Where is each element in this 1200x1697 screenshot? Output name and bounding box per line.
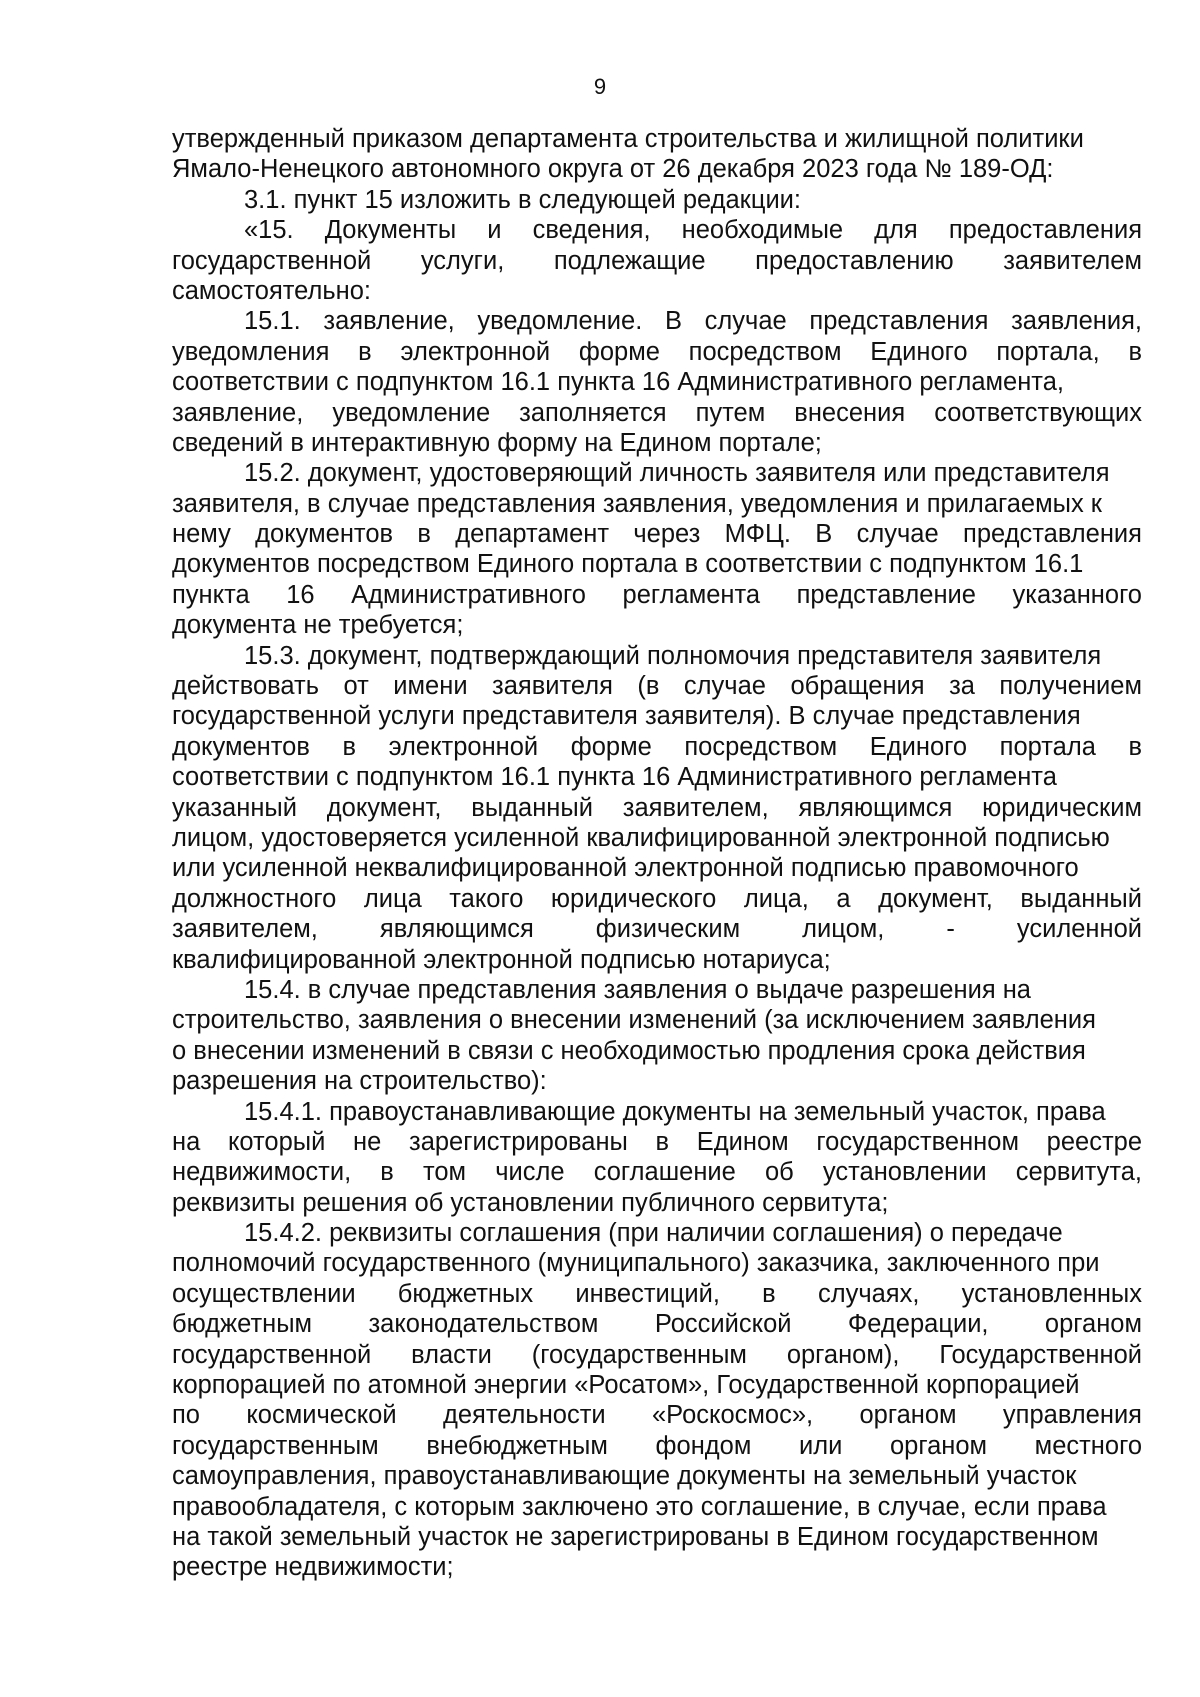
text-line: заявителя, в случае представления заявления, уведомления и прилагаемых к: [172, 489, 1102, 518]
text-line: самоуправления, правоустанавливающие документы на земельный участок: [172, 1462, 1077, 1491]
text-line: государственной власти (государственным органом), Государственной: [172, 1340, 1142, 1369]
page-number: 9: [593, 74, 607, 99]
text-line: бюджетным законодательством Российской Федерации, органом: [172, 1310, 1142, 1339]
text-line: реестре недвижимости;: [172, 1553, 454, 1582]
text-line: на который не зарегистрированы в Едином государственном реестре: [172, 1127, 1142, 1156]
text-line: сведений в интерактивную форму на Едином портале;: [172, 428, 822, 457]
text-line: полномочий государственного (муниципального) заказчика, заключенного при: [172, 1249, 1100, 1278]
text-line: государственной услуги представителя заявителя). В случае представления: [172, 702, 1081, 731]
text-line: документа не требуется;: [172, 611, 464, 640]
text-line: заявителем, являющимся физическим лицом, - усиленной: [172, 915, 1142, 944]
text-line: документов в электронной форме посредством Единого портала в: [172, 732, 1142, 761]
text-line: «15. Документы и сведения, необходимые для предоставления: [244, 216, 1142, 245]
text-line: 15.4.1. правоустанавливающие документы на земельный участок, права: [244, 1097, 1106, 1126]
text-line: недвижимости, в том числе соглашение об установлении сервитута,: [172, 1158, 1142, 1187]
text-line: осуществлении бюджетных инвестиций, в случаях, установленных: [172, 1279, 1142, 1308]
document-body: [172, 124, 1142, 1583]
text-line: соответствии с подпунктом 16.1 пункта 16 Административного регламента,: [172, 368, 1064, 397]
text-line: нему документов в департамент через МФЦ. В случае представления: [172, 520, 1142, 549]
text-line: о внесении изменений в связи с необходимостью продления срока действия: [172, 1036, 1086, 1065]
text-line: соответствии с подпунктом 16.1 пункта 16 Административного регламента: [172, 763, 1057, 792]
text-line: действовать от имени заявителя (в случае обращения за получением: [172, 672, 1142, 701]
text-line: самостоятельно:: [172, 276, 372, 305]
text-line: 3.1. пункт 15 изложить в следующей редакции:: [244, 185, 802, 214]
text-line: должностного лица такого юридического лица, а документ, выданный: [172, 884, 1142, 913]
text-line: на такой земельный участок не зарегистрированы в Едином государственном: [172, 1522, 1099, 1551]
text-line: пункта 16 Административного регламента представление указанного: [172, 580, 1142, 609]
text-line: квалифицированной электронной подписью нотариуса;: [172, 945, 831, 974]
text-line: государственным внебюджетным фондом или органом местного: [172, 1431, 1142, 1460]
text-line: реквизиты решения об установлении публичного сервитута;: [172, 1188, 889, 1217]
text-line: заявление, уведомление заполняется путем внесения соответствующих: [172, 398, 1142, 427]
text-line: 15.4.2. реквизиты соглашения (при наличии соглашения) о передаче: [244, 1219, 1063, 1248]
text-line: строительство, заявления о внесении изменений (за исключением заявления: [172, 1006, 1096, 1035]
text-line: государственной услуги, подлежащие предоставлению заявителем: [172, 246, 1142, 275]
text-line: или усиленной неквалифицированной электронной подписью правомочного: [172, 854, 1079, 883]
text-line: 15.4. в случае представления заявления о выдаче разрешения на: [244, 975, 1031, 1004]
text-line: по космической деятельности «Роскосмос», органом управления: [172, 1401, 1142, 1430]
text-line: разрешения на строительство):: [172, 1067, 547, 1096]
text-line: 15.2. документ, удостоверяющий личность заявителя или представителя: [244, 459, 1110, 488]
text-line: 15.3. документ, подтверждающий полномочия представителя заявителя: [244, 641, 1102, 670]
text-line: документов посредством Единого портала в соответствии с подпунктом 16.1: [172, 550, 1084, 579]
text-line: уведомления в электронной форме посредством Единого портала, в: [172, 337, 1142, 366]
text-line: 15.1. заявление, уведомление. В случае представления заявления,: [244, 307, 1142, 336]
text-line: утвержденный приказом департамента строительства и жилищной политики: [172, 125, 1084, 153]
text-line: указанный документ, выданный заявителем, являющимся юридическим: [172, 793, 1142, 822]
text-line: лицом, удостоверяется усиленной квалифицированной электронной подписью: [172, 823, 1110, 852]
text-line: корпорацией по атомной энергии «Росатом», Государственной корпорацией: [172, 1371, 1080, 1400]
text-line: правообладателя, с которым заключено это соглашение, в случае, если права: [172, 1492, 1107, 1521]
text-line: Ямало-Ненецкого автономного округа от 26 декабря 2023 года № 189-ОД:: [172, 155, 1054, 184]
